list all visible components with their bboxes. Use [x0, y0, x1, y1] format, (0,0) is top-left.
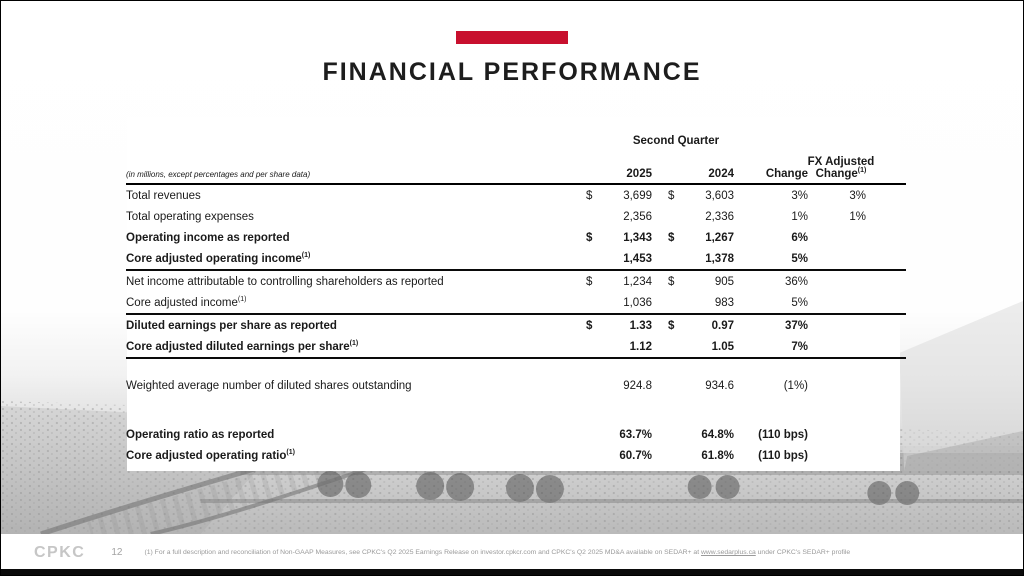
row-dollar-2024: $ [668, 275, 675, 288]
table-row [126, 206, 906, 227]
row-label: Operating ratio as reported [126, 428, 275, 441]
row-fx-change: 3% [849, 189, 866, 202]
row-label: Weighted average number of diluted shares outstanding [126, 379, 412, 392]
table-row [126, 424, 906, 445]
table-row [126, 271, 906, 292]
footer [1, 534, 1024, 571]
row-change: 37% [784, 319, 808, 332]
table-row [126, 375, 906, 396]
table-row [126, 336, 906, 359]
financial-table [126, 132, 906, 466]
row-value-2025: 2,356 [623, 210, 652, 223]
row-change: (1%) [783, 379, 808, 392]
table-row [126, 248, 906, 271]
row-dollar-2024: $ [668, 189, 675, 202]
row-label: Diluted earnings per share as reported [126, 319, 337, 332]
row-label: Core adjusted income [126, 296, 238, 309]
row-change: 6% [791, 231, 808, 244]
row-change: 36% [784, 275, 808, 288]
row-label: Core adjusted diluted earnings per share [126, 340, 350, 353]
bottom-bar [1, 569, 1024, 575]
row-label-sup: (1) [286, 448, 295, 456]
row-value-2025: 3,699 [623, 189, 652, 202]
table-row [126, 315, 906, 336]
row-label: Net income attributable to controlling shareholders as reported [126, 275, 444, 288]
row-value-2024: 905 [714, 275, 734, 288]
row-change: 5% [791, 296, 808, 309]
row-value-2024: 64.8% [701, 428, 734, 441]
units-note: (in millions, except percentages and per share data) [126, 170, 311, 179]
row-value-2024: 2,336 [705, 210, 734, 223]
row-value-2024: 934.6 [705, 379, 734, 392]
row-value-2025: 1,453 [623, 252, 652, 265]
table-header-group-row [126, 132, 906, 149]
row-label: Core adjusted operating ratio [126, 449, 287, 462]
row-value-2024: 1.05 [711, 340, 734, 353]
row-value-2025: 1,234 [623, 275, 652, 288]
row-label: Total operating expenses [126, 210, 254, 223]
row-change: 5% [791, 252, 808, 265]
row-dollar-2025: $ [586, 189, 593, 202]
row-label-sup: (1) [237, 295, 247, 303]
row-dollar-2025: $ [586, 231, 593, 244]
row-value-2025: 1,036 [623, 296, 652, 309]
col-group-second-quarter: Second Quarter [632, 134, 720, 147]
row-fx-change: 1% [849, 210, 866, 223]
table-body [126, 185, 906, 466]
table-row [126, 292, 906, 315]
row-value-2025: 1.12 [629, 340, 652, 353]
row-dollar-2025: $ [586, 319, 593, 332]
accent-bar [456, 31, 568, 44]
col-header-2024: 2024 [708, 168, 734, 180]
row-value-2024: 0.97 [711, 319, 734, 332]
table-header-row [126, 149, 906, 183]
row-value-2025: 60.7% [619, 449, 652, 462]
row-change: 7% [791, 340, 808, 353]
table-row [126, 445, 906, 466]
row-value-2024: 1,378 [705, 252, 734, 265]
row-value-2025: 63.7% [619, 428, 652, 441]
row-value-2024: 983 [714, 296, 734, 309]
sedarplus-link[interactable]: www.sedarplus.ca [700, 549, 756, 556]
row-label: Operating income as reported [126, 231, 290, 244]
row-change: (110 bps) [758, 428, 808, 441]
row-change: 3% [791, 189, 808, 202]
table-spacer [126, 359, 906, 375]
col-header-fx-adjusted-change: FX Adjusted Change$^{(1)}$ [807, 155, 875, 180]
table-row [126, 185, 906, 206]
table-row [126, 227, 906, 248]
row-value-2024: 61.8% [701, 449, 734, 462]
row-label-sup: (1) [349, 339, 359, 347]
row-dollar-2024: $ [668, 231, 675, 244]
page-title: FINANCIAL PERFORMANCE [322, 58, 702, 86]
row-label: Core adjusted operating income [126, 252, 302, 265]
row-dollar-2024: $ [668, 319, 675, 332]
row-change: (110 bps) [758, 449, 808, 462]
page-number: 12 [111, 547, 123, 558]
row-label-sup: (1) [301, 251, 311, 259]
footnote: (1) For a full description and reconciliation of Non-GAAP Measures, see CPKC's Q2 2025 Earnings Release on investor.cpkcr.com and CPKC's Q2 2025 MD&A available on SEDAR+ at www.sedarplus.ca under CPKC's SEDAR+ profile [144, 549, 851, 556]
row-change: 1% [791, 210, 808, 223]
row-dollar-2025: $ [586, 275, 593, 288]
row-value-2025: 1.33 [629, 319, 652, 332]
table-spacer [126, 396, 906, 424]
row-value-2025: 1,343 [623, 231, 652, 244]
cpkc-logo: CPKC [34, 543, 86, 561]
col-header-2025: 2025 [626, 168, 652, 180]
row-value-2025: 924.8 [623, 379, 652, 392]
row-value-2024: 3,603 [705, 189, 734, 202]
row-value-2024: 1,267 [705, 231, 734, 244]
row-label: Total revenues [126, 189, 201, 202]
col-header-change: Change [765, 168, 808, 180]
